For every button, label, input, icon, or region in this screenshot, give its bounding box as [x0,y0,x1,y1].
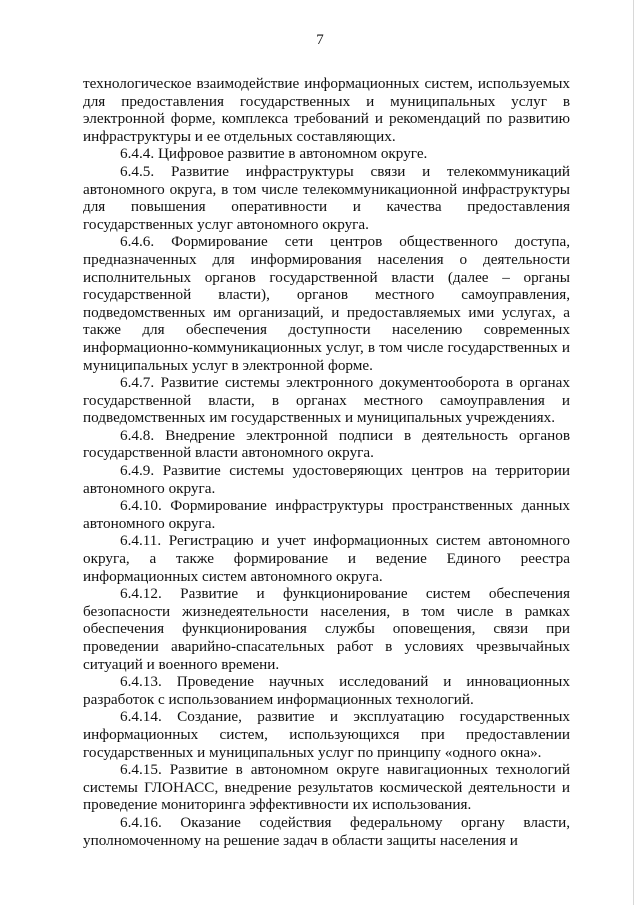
paragraph-6-4-8: 6.4.8. Внедрение электронной подписи в деятельность органов государственной власти автономного округа. [83,426,570,462]
paragraph-6-4-13: 6.4.13. Проведение научных исследований и инновационных разработок с использованием информационных технологий. [83,673,570,708]
paragraph-6-4-12: 6.4.12. Развитие и функционирование систем обеспечения безопасности жизнедеятельности населения, в том числе в рамках обеспечения функционирования службы оповещения, связи при проведении аварийно-спасательных работ в условиях чрезвычайных ситуаций и военного времени. [83,585,570,673]
paragraph-6-4-16: 6.4.16. Оказание содействия федеральному органу власти, уполномоченному на решение задач в области защиты населения и [83,813,570,849]
paragraph-6-4-15: 6.4.15. Развитие в автономном округе навигационных технологий системы ГЛОНАСС, внедрение результатов космической деятельности и проведение мониторинга эффективности их использования. [83,761,570,814]
paragraph-6-4-6: 6.4.6. Формирование сети центров общественного доступа, предназначенных для информирования населения о деятельности исполнительных органов государственной власти (далее – органы государственной власти), органов местного самоуправления, подведомственных им организаций, и предоставляемых ими услугах, а также для обеспечения доступности населению современных информационно-коммуникационных услуг, в том числе государственных и муниципальных услуг в электронной форме. [83,233,570,374]
paragraph-6-4-9: 6.4.9. Развитие системы удостоверяющих центров на территории автономного округа. [83,462,570,497]
paragraph-6-4-7: 6.4.7. Развитие системы электронного документооборота в органах государственной власти, в органах местного самоуправления и подведомственных им государственных и муниципальных учреждениях. [83,374,570,427]
paragraph-6-4-14: 6.4.14. Создание, развитие и эксплуатацию государственных информационных систем, использующихся при предоставлении государственных и муниципальных услуг по принципу «одного окна». [83,708,570,761]
paragraph-6-4-4: 6.4.4. Цифровое развитие в автономном округе. [120,145,428,163]
page-number: 7 [316,32,324,48]
page-edge-line [633,0,634,905]
paragraph-6-4-11: 6.4.11. Регистрацию и учет информационных систем автономного округа, а также формирование и ведение Единого реестра информационных систем автономного округа. [83,532,570,585]
paragraph-6-4-5: 6.4.5. Развитие инфраструктуры связи и телекоммуникаций автономного округа, в том числе телекоммуникационной инфраструктуры для повышения оперативности и качества предоставления государственных услуг автономного округа. [83,162,570,233]
document-body [83,75,570,849]
paragraph-6-4-10: 6.4.10. Формирование инфраструктуры пространственных данных автономного округа. [83,497,570,532]
paragraph-continuation: технологическое взаимодействие информационных систем, используемых для предоставления государственных и муниципальных услуг в электронной форме, комплекса требований и рекомендаций по развитию инфраструктуры и ее отдельных составляющих. [83,75,570,145]
